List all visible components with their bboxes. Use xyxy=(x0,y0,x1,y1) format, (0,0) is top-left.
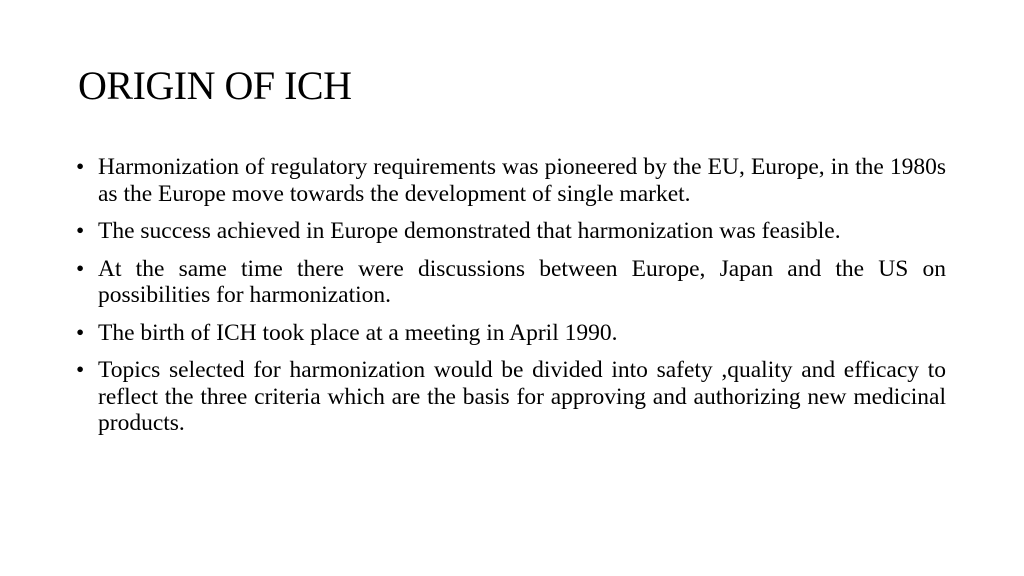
bullet-icon: • xyxy=(76,218,85,244)
bullet-text: The birth of ICH took place at a meeting in April 1990. xyxy=(98,319,618,346)
bullet-item xyxy=(76,357,946,437)
bullet-item xyxy=(76,218,946,245)
bullet-text: Topics selected for harmonization would be divided into safety ,quality and efficacy to reflect the three criteria which are the basis for approving and authorizing new medicinal products. xyxy=(98,357,946,436)
bullet-text: Harmonization of regulatory requirements was pioneered by the EU, Europe, in the 1980s as the Europe move towards the development of single market. xyxy=(98,154,946,207)
bullet-list xyxy=(76,154,946,448)
bullet-icon: • xyxy=(76,319,85,346)
bullet-item xyxy=(76,320,946,347)
bullet-item xyxy=(76,154,946,207)
slide-title: ORIGIN OF ICH xyxy=(78,63,352,108)
bullet-text: The success achieved in Europe demonstrated that harmonization was feasible. xyxy=(98,218,841,244)
bullet-icon: • xyxy=(76,255,85,282)
bullet-text: At the same time there were discussions between Europe, Japan and the US on possibilities for harmonization. xyxy=(98,255,946,308)
bullet-icon: • xyxy=(76,357,85,383)
bullet-icon: • xyxy=(76,154,85,180)
bullet-item xyxy=(76,256,946,309)
